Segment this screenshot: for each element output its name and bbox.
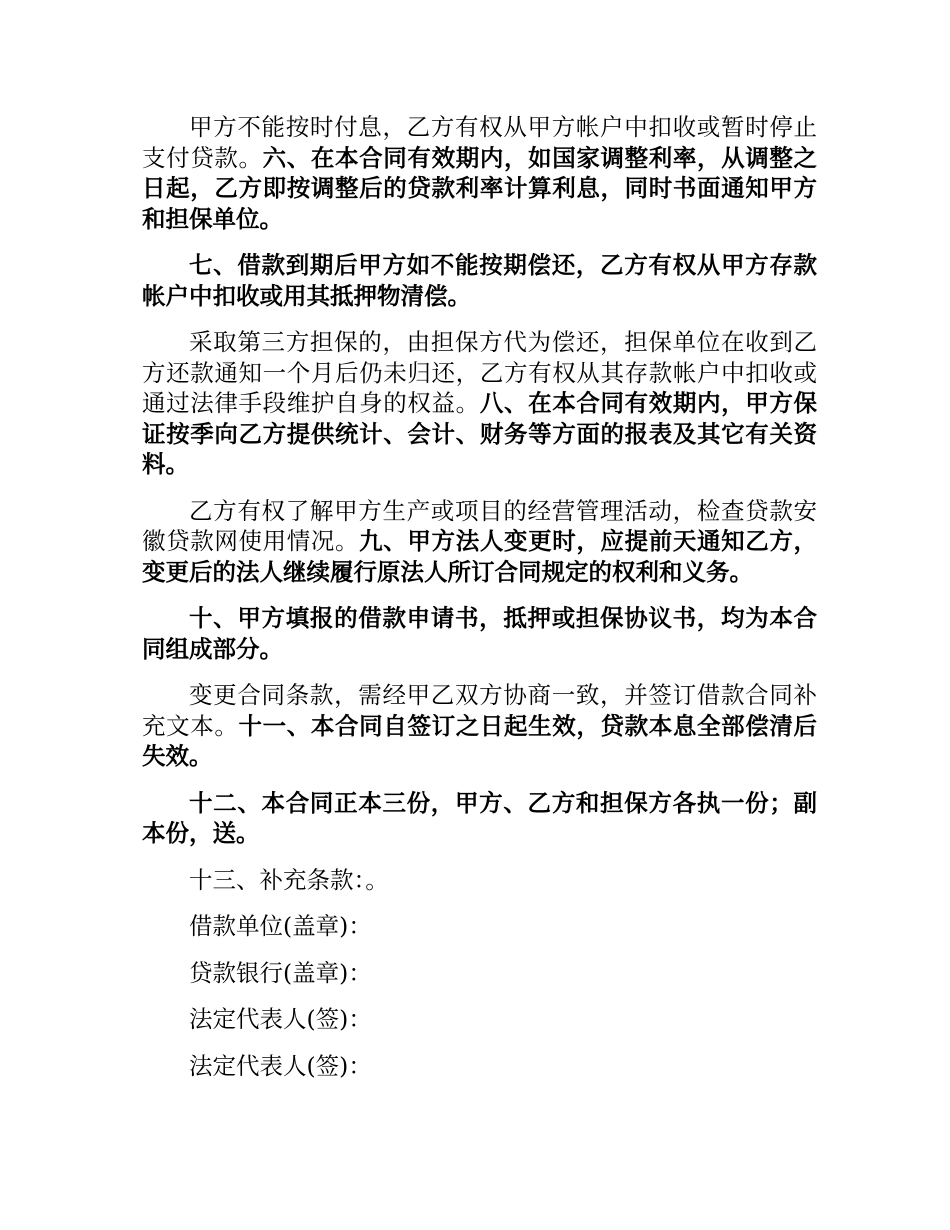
clause-seven: 七、借款到期后甲方如不能按期偿还，乙方有权从甲方存款帐户中扣收或用其抵押物清偿。	[142, 251, 817, 310]
signature-bank-seal: 贷款银行(盖章)：	[189, 958, 372, 987]
paragraph-third-party-guarantee	[142, 327, 817, 480]
signature-legal-rep-1: 法定代表人(签)：	[189, 1005, 372, 1033]
paragraph-text: 乙方有权了解甲方生产或项目的经营管理活动，检查贷款安徽贷款网使用情况。	[142, 496, 817, 555]
paragraph-clause-seven	[142, 250, 817, 311]
clause-six: 六、在本合同有效期内，如国家调整利率，从调整之日起，乙方即按调整后的贷款利率计算利息，同时书面通知甲方和担保单位。	[142, 143, 818, 233]
clause-eight: 八、在本合同有效期内，甲方保证按季向乙方提供统计、会计、财务等方面的报表及其它有关资料。	[142, 389, 818, 478]
contract-page	[142, 112, 817, 1097]
paragraph-inspection-rights	[142, 496, 817, 588]
paragraph-text: 甲方不能按时付息，乙方有权从甲方帐户中扣收或暂时停止支付贷款。	[142, 113, 817, 172]
signature-legal-rep-2: 法定代表人(签)：	[189, 1051, 372, 1080]
paragraph-interest-payment	[142, 112, 817, 234]
paragraph-clause-ten	[142, 603, 817, 664]
paragraph-clause-twelve	[142, 788, 817, 849]
signature-borrower-seal: 借款单位(盖章)：	[189, 912, 372, 940]
clause-thirteen-supplementary: 十三、补充条款：。	[189, 865, 389, 894]
paragraph-contract-changes	[142, 680, 817, 772]
clause-eleven: 十一、本合同自签订之日起生效，贷款本息全部偿清后失效。	[142, 711, 818, 770]
paragraph-text: 采取第三方担保的，由担保方代为偿还，担保单位在收到乙方还款通知一个月后仍未归还，乙方有权从其存款帐户中扣收或通过法律手段维护自身的权益。	[142, 328, 817, 417]
clause-nine: 九、甲方法人变更时，应提前天通知乙方，变更后的法人继续履行原法人所订合同规定的权利和义务。	[142, 527, 818, 586]
clause-twelve: 十二、本合同正本三份，甲方、乙方和担保方各执一份；副本份，送。	[142, 788, 817, 847]
paragraph-text: 变更合同条款，需经甲乙双方协商一致，并签订借款合同补充文本。	[142, 681, 817, 740]
clause-ten: 十、甲方填报的借款申请书，抵押或担保协议书，均为本合同组成部分。	[142, 604, 817, 663]
